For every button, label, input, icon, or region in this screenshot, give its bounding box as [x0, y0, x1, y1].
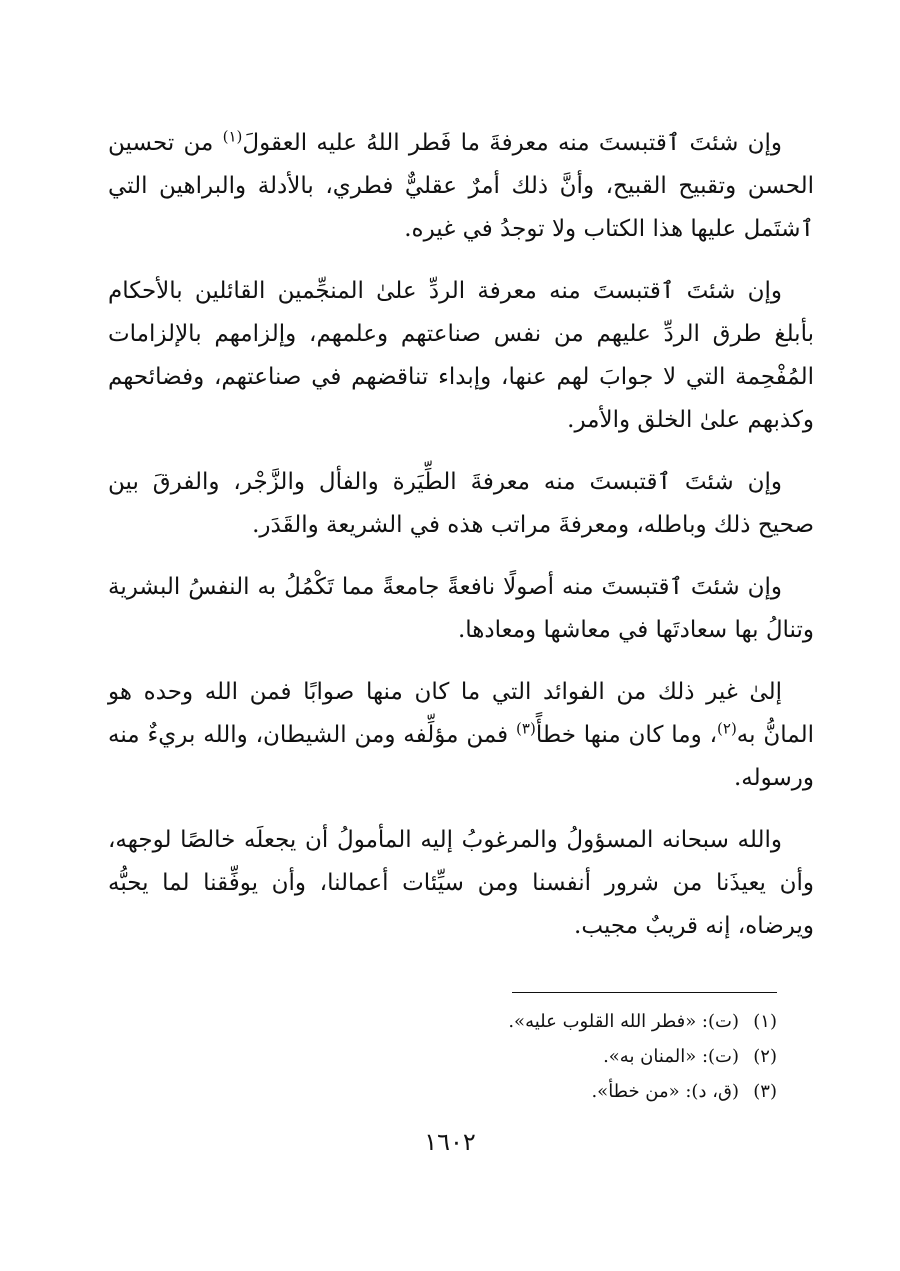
footnote [400, 1004, 777, 1039]
footnote-reference: (٢) [717, 719, 737, 738]
footnote-reference: (١) [222, 127, 243, 146]
footnote-number: (١) [753, 1011, 777, 1032]
footnotes [400, 1004, 777, 1109]
paragraph-text: وإن شئتَ ٱقتبستَ منه أصولًا نافعةً جامعةً مما تَكْمُلُ به النفسُ البشرية وتنالُ بها سعادتَها في معاشها ومعادها. [108, 574, 814, 643]
paragraph-text: وإن شئتَ ٱقتبستَ منه معرفةَ الطِّيَرة والفأل والزَّجْر، والفرقَ بين صحيح ذلك وباطله، ومعرفةَ مراتب هذه في الشريعة والقَدَر. [108, 469, 814, 538]
footnote-text: (ت): «فطر الله القلوب عليه». [508, 1011, 739, 1032]
paragraph-text: والله سبحانه المسؤولُ والمرغوبُ إليه المأمولُ أن يجعلَه خالصًا لوجهه، وأن يعيذَنا من شرور أنفسنا ومن سيِّئات أعمالنا، وأن يوفِّقنا لما يحبُّه ويرضاه، إنه قريبٌ مجيب. [108, 827, 814, 939]
footnote-divider [512, 992, 777, 993]
footnote [400, 1039, 777, 1074]
paragraph-text: فمن مؤلِّفه ومن الشيطان، والله بريءٌ منه ورسوله. [108, 722, 814, 791]
paragraph [108, 671, 814, 800]
footnote-text: (ت): «المنان به». [603, 1046, 739, 1067]
paragraph [108, 566, 814, 652]
main-text [108, 122, 814, 967]
footnote-number: (٢) [753, 1046, 777, 1067]
paragraph [108, 819, 814, 948]
paragraph [108, 270, 814, 442]
paragraph-text: وإن شئتَ ٱقتبستَ منه معرفة الردِّ علىٰ المنجِّمين القائلين بالأحكام بأبلغ طرق الردِّ عليهم من نفس صناعتهم وعلمهم، وإلزامهم بالإلزامات المُفْحِمة التي لا جوابَ لهم عنها، وإبداء تناقضهم في صناعتهم، وفضائحهم وكذبهم علىٰ الخلق والأمر. [108, 278, 814, 433]
page-number: ١٦٠٢ [424, 1128, 476, 1156]
paragraph [108, 461, 814, 547]
footnote-number: (٣) [753, 1081, 777, 1102]
paragraph-text: إلىٰ غير ذلك من الفوائد التي ما كان منها صوابًا فمن الله وحده هو المانُّ به [108, 679, 814, 748]
paragraph-text: ، وما كان منها خطأً [535, 722, 718, 748]
paragraph [108, 122, 814, 251]
paragraph-text: من تحسين الحسن وتقبيح القبيح، وأنَّ ذلك أمرٌ عقليٌّ فطري، بالأدلة والبراهين التي ٱشتَمل عليها هذا الكتاب ولا توجدُ في غيره. [108, 130, 814, 242]
footnote-reference: (٣) [516, 719, 536, 738]
footnote-text: (ق، د): «من خطأ». [591, 1081, 739, 1102]
paragraph-text: وإن شئتَ ٱقتبستَ منه معرفةَ ما فَطر اللهُ عليه العقولَ [242, 130, 783, 156]
footnote [400, 1074, 777, 1109]
